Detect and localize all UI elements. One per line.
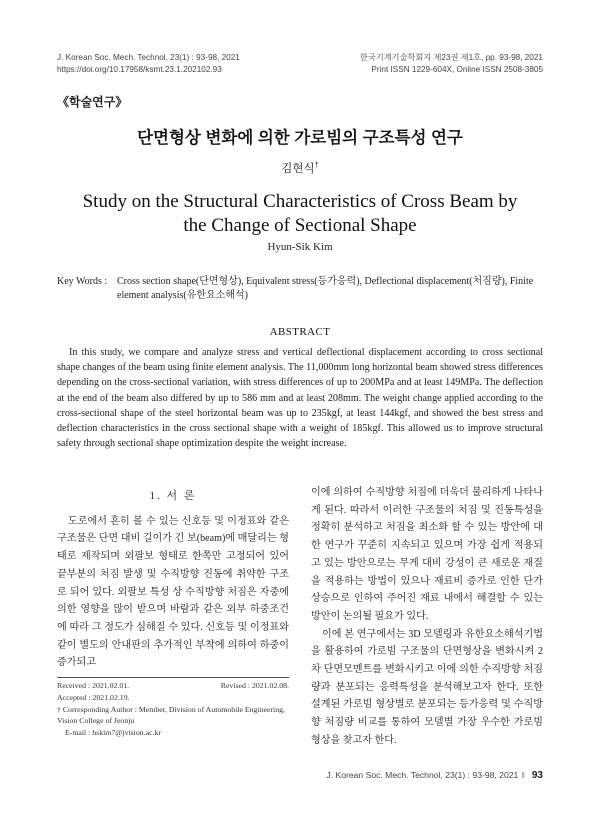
abstract-body: In this study, we compare and analyze stress and vertical deflectional displacement according to cross sectional shape changes of the beam using finite element analysis. The 11,000mm long horizontal beam showed stress differences depending on the cross-sectional variation, with stress differences of up to 200MPa and at least 149MPa. The deflection at the end of the beam also differed by up to 586 mm and at least 208mm. The weight change applied according to the cross-sectional shape of the steel horizontal beam was up to 235kgf, at least 144kgf, and showed the best stress and deflection characteristics in the cross sectional shape with a weight of 185kgf. This allowed us to improve structural safety through sectional shape optimization despite the weight increase. [57,347,543,450]
revised-date: Revised : 2021.02.08. [220,681,289,690]
author-email[interactable]: E-mail : hskim7@jvision.ac.kr [65,728,161,738]
left-column [57,488,289,672]
journal-citation: J. Korean Soc. Mech. Technol, 23(1) : 93-98, 2021 [57,53,240,62]
corresponding-mark: † [314,160,319,170]
journal-citation-ko: 한국기계기술학회지 제23권 제1호, pp. 93-98, 2021 [360,53,543,62]
corresponding-author: † Corresponding Author : Member, Division of Automobile Engineering, Vision College of Jeonju [57,704,285,726]
paragraph: 도로에서 흔히 볼 수 있는 신호등 및 이정표와 같은 구조물은 단면 대비 길이가 긴 보(beam)에 매달리는 형태로 제작되며 외팔보 형태로 한쪽만 고정되어 있어 끝부분의 처짐 발생 및 수직방향 진동에 취약한 구조로 되어 있다. 외팔보 특성 상 수직방향 처짐은 자중에 의한 영향을 많이 받으며 바람과 같은 외부 하중조건에 따라 그 정도가 심해질 수 있다. 신호등 및 이정표와 같이 별도의 안내판의 추가적인 부착에 의하여 하중이 증가되고 [57,515,289,669]
title-korean: 단면형상 변화에 의한 가로빔의 구조특성 연구 [137,129,463,147]
running-footer [326,770,543,781]
footnotes [57,680,289,739]
doi-link[interactable]: https://doi.org/10.17958/ksmt.23.1.202102.93 [57,65,222,74]
paragraph: 이에 본 연구에서는 3D 모델링과 유한요소해석기법을 활용하여 가로빔 구조물의 단면형상을 변화시켜 2차 단면모멘트를 변화시키고 이에 의한 수직방향 처짐량과 분포되는 응력특성을 분석해보고자 한다. 또한 설계된 가로빔 형상별로 분포되는 등가응력 및 수직방향 처짐량 비교를 통하여 모델별 가장 우수한 가로빔 형상을 찾고자 한다. [311,628,543,746]
author-english: Hyun-Sik Kim [267,241,333,253]
footer-divider: ‖ [521,770,525,780]
running-header-right [360,52,543,76]
keywords-block [57,275,543,303]
keywords-text: Cross section shape(단면형상), Equivalent stress(등가응력), Deflectional displacement(처짐량), Finite element analysis(유한요소해석) [117,276,534,301]
keywords-label: Key Words : [57,276,108,287]
running-header-left [57,52,240,76]
abstract-heading: ABSTRACT [269,326,331,338]
received-date: Received : 2021.02.01. [57,681,130,690]
right-column [311,484,543,750]
section-heading: 1. 서 론 [149,490,197,502]
accepted-date: Accepted : 2021.02.19. [57,692,130,702]
received-revised-row [57,680,289,692]
paragraph: 이에 의하여 수직방향 처짐에 더욱더 불리하게 나타나게 된다. 따라서 이러한 구조물의 처짐 및 진동특성을 정확히 분석하고 처짐을 최소화 할 수 있는 방안에 대한 연구가 꾸준히 지속되고 있으며 가장 쉽게 적용되고 있는 방안으로는 무게 대비 강성이 큰 새로운 재질을 적용하는 방법이 있으나 재료비 증가로 인한 단가 상승으로 인하여 주어진 재료 내에서 해결할 수 있는 방안이 논의될 필요가 있다. [311,487,543,622]
footer-journal: J. Korean Soc. Mech. Technol, 23(1) : 93-98, 2021 [326,770,519,780]
title-english-line1: Study on the Structural Characteristics of Cross Beam by [82,191,518,212]
issn-line: Print ISSN 1229-604X, Online ISSN 2508-3805 [371,65,543,74]
author-korean-name: 김현식 [281,163,315,175]
title-english [60,190,540,238]
footnote-divider [57,677,289,678]
section-tag: 《학술연구》 [57,95,128,109]
page-number: 93 [531,770,543,781]
author-korean [0,160,600,176]
title-english-line2: the Change of Sectional Shape [183,215,417,236]
